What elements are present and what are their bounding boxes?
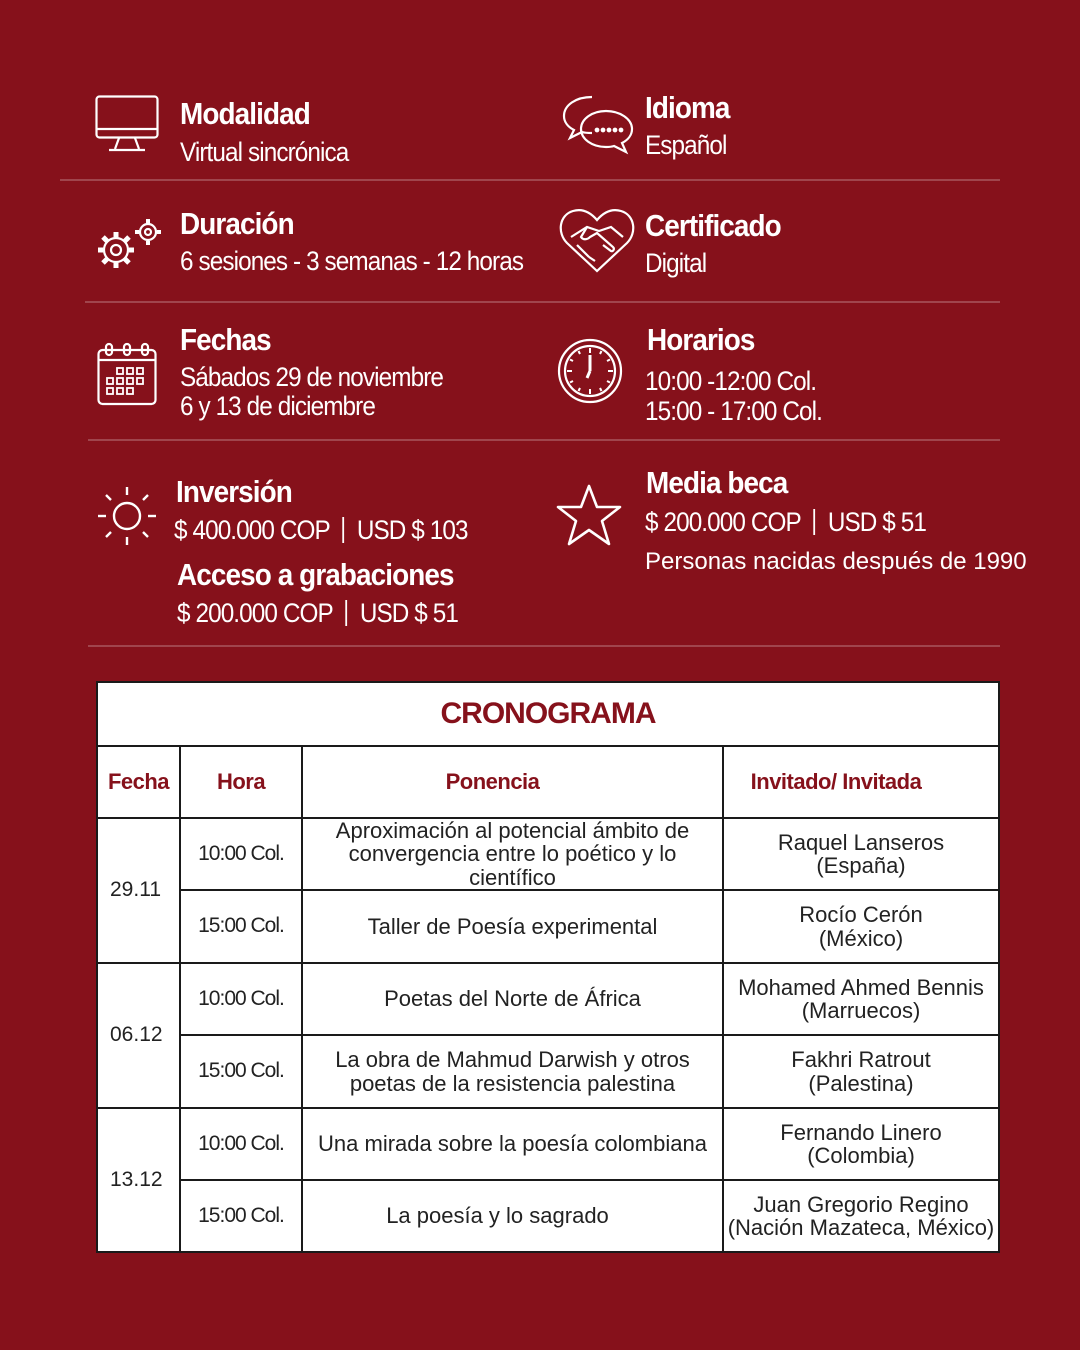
horarios-line2: 15:00 - 17:00 Col. [645,396,822,426]
header-fecha: Fecha [98,747,181,819]
date-cell: 29.11 [98,819,181,964]
invitado-name: Juan Gregorio Regino [753,1191,969,1217]
idioma-title: Idioma [645,90,730,125]
date-cell: 13.12 [98,1109,181,1251]
horarios-title: Horarios [647,322,755,357]
header-invitado: Invitado/ Invitada [724,747,998,819]
cronograma-table [96,681,1000,1253]
invitado-cell [724,819,998,891]
divider [88,439,1000,441]
inversion-prices [174,516,468,546]
invitado-cell [724,964,998,1036]
monitor-icon [95,95,159,153]
hour-cell: 10:00 Col. [181,964,303,1036]
fechas-line1: Sábados 29 de noviembre [180,362,444,392]
gears-icon [94,215,164,273]
modalidad-value: Virtual sincrónica [180,137,349,167]
hour-cell: 15:00 Col. [181,1181,303,1251]
divider [60,179,1000,181]
ponencia-cell [303,891,724,964]
grabaciones-cop: $ 200.000 COP [177,598,333,628]
fechas-title: Fechas [180,322,271,357]
certificado-title: Certificado [645,208,781,243]
idioma-value: Español [645,130,727,160]
grabaciones-prices [177,599,458,629]
ponencia-line: La poesía y lo sagrado [386,1203,609,1229]
duracion-title: Duración [180,206,294,241]
separator [813,509,815,535]
invitado-cell [724,1181,998,1251]
ponencia-line: Taller de Poesía experimental [367,913,658,939]
date-cell: 06.12 [98,964,181,1109]
media-beca-prices [645,508,926,538]
modalidad-title: Modalidad [180,96,310,131]
hour-cell: 10:00 Col. [181,819,303,891]
invitado-name: Fernando Linero [780,1119,942,1145]
divider [85,301,1000,303]
divider [88,645,1000,647]
ponencia-cell [303,1181,724,1251]
grabaciones-title: Acceso a grabaciones [177,557,454,592]
media-beca-note: Personas nacidas después de 1990 [645,548,1027,575]
hour-cell: 15:00 Col. [181,1036,303,1109]
header-hora: Hora [181,747,303,819]
star-icon [555,483,623,549]
media-beca-usd: USD $ 51 [827,507,926,537]
hour-cell: 10:00 Col. [181,1109,303,1181]
duracion-value: 6 sesiones - 3 semanas - 12 horas [180,246,524,276]
inversion-title: Inversión [176,474,292,509]
calendar-icon [97,342,157,406]
invitado-name: Rocío Cerón [799,902,923,928]
invitado-name: Fakhri Ratrout [791,1047,931,1073]
invitado-origin: (España) [816,853,906,878]
certificado-value: Digital [645,248,707,278]
ponencia-line: Aproximación al potencial ámbito de [335,818,690,844]
heart-handshake-icon [557,207,637,275]
ponencia-line: poetas de la resistencia palestina [349,1070,676,1096]
sun-icon [96,485,158,547]
invitado-cell [724,891,998,964]
invitado-origin: (México) [818,925,904,951]
ponencia-line: La obra de Mahmud Darwish y otros [335,1047,690,1073]
ponencia-cell [303,964,724,1036]
ponencia-line: Una mirada sobre la poesía colombiana [318,1131,707,1157]
separator [345,600,347,626]
hour-cell: 15:00 Col. [181,891,303,964]
clock-icon [557,338,623,404]
horarios-line1: 10:00 -12:00 Col. [645,366,817,396]
header-ponencia: Ponencia [303,747,724,819]
ponencia-cell [303,819,724,891]
cronograma-title: CRONOGRAMA [98,683,998,747]
invitado-origin: (Marruecos) [801,998,921,1023]
invitado-name: Raquel Lanseros [777,829,945,855]
invitado-cell [724,1036,998,1109]
invitado-origin: (Nación Mazateca, México) [727,1215,995,1240]
fechas-line2: 6 y 13 de diciembre [180,391,375,421]
ponencia-cell [303,1036,724,1109]
separator [342,517,344,543]
speech-bubbles-icon [562,93,634,155]
media-beca-title: Media beca [646,465,788,500]
invitado-name: Mohamed Ahmed Bennis [738,974,984,1000]
media-beca-cop: $ 200.000 COP [645,507,801,537]
ponencia-line: convergencia entre lo poético y lo científico [348,841,677,890]
inversion-cop: $ 400.000 COP [174,515,330,545]
invitado-cell [724,1109,998,1181]
invitado-origin: (Colombia) [807,1143,915,1168]
grabaciones-usd: USD $ 51 [359,598,458,628]
ponencia-cell [303,1109,724,1181]
invitado-origin: (Palestina) [808,1070,914,1096]
ponencia-line: Poetas del Norte de África [384,986,641,1012]
inversion-usd: USD $ 103 [356,515,468,545]
